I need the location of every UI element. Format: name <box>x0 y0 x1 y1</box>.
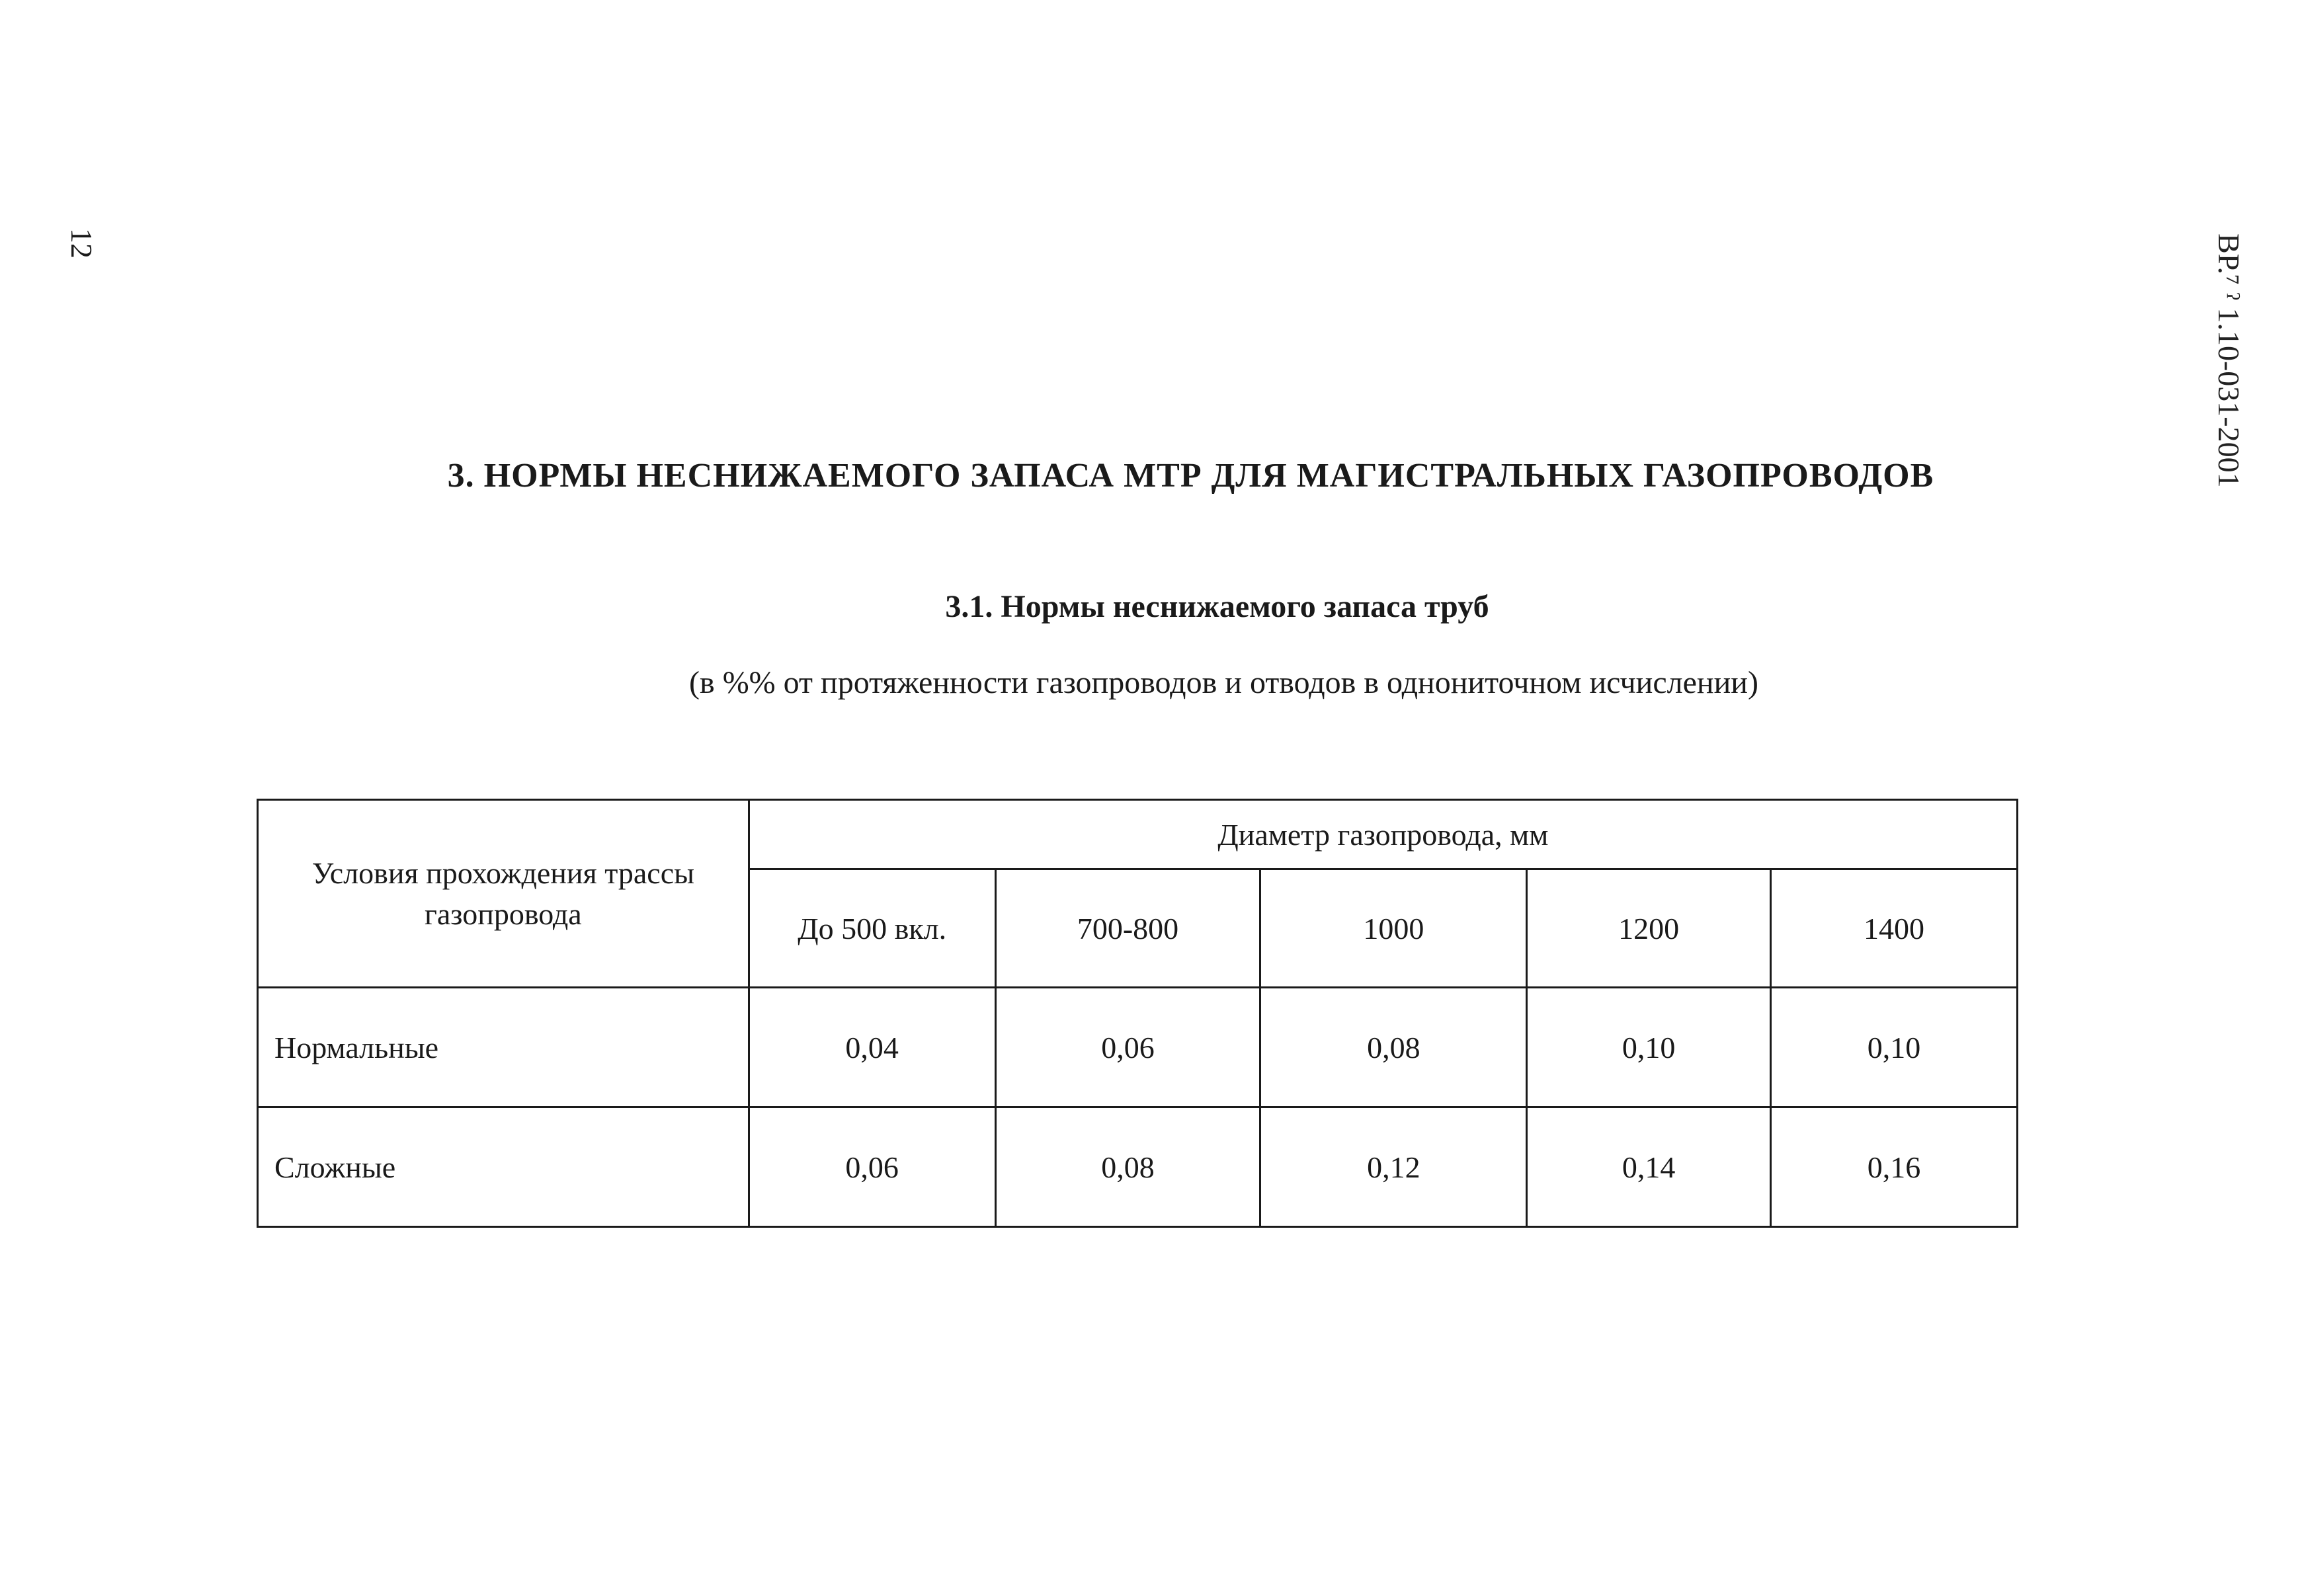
row-label: Нормальные <box>258 988 749 1107</box>
units-note: (в %% от протяженности газопроводов и отводов в однониточном исчислении) <box>689 665 1758 700</box>
table-cell: 0,08 <box>995 1107 1260 1227</box>
table-cell: 0,12 <box>1260 1107 1527 1227</box>
table-cell: 0,06 <box>749 1107 995 1227</box>
document-code: ВР.⁷ ˀ 1.10-031-2001 <box>2212 233 2246 488</box>
condition-header: Условия прохождения трассы газопровода <box>258 800 749 988</box>
table-row <box>258 1107 2018 1227</box>
diameter-header: Диаметр газопровода, мм <box>749 800 2017 869</box>
section-title: 3. НОРМЫ НЕСНИЖАЕМОГО ЗАПАСА МТР ДЛЯ МАГИСТРАЛЬНЫХ ГАЗОПРОВОДОВ <box>447 457 1934 495</box>
diameter-column-header: 1400 <box>1771 869 2018 988</box>
diameter-column-header: До 500 вкл. <box>749 869 995 988</box>
subsection-title: 3.1. Нормы неснижаемого запаса труб <box>945 589 1489 624</box>
table-cell: 0,06 <box>995 988 1260 1107</box>
table-cell: 0,14 <box>1527 1107 1771 1227</box>
diameter-column-header: 700-800 <box>995 869 1260 988</box>
row-label: Сложные <box>258 1107 749 1227</box>
norms-table <box>257 799 2018 1228</box>
table-cell: 0,16 <box>1771 1107 2018 1227</box>
table-cell: 0,10 <box>1527 988 1771 1107</box>
table-row <box>258 988 2018 1107</box>
page-number: 12 <box>65 228 99 259</box>
diameter-column-header: 1000 <box>1260 869 1527 988</box>
table-cell: 0,04 <box>749 988 995 1107</box>
table-cell: 0,08 <box>1260 988 1527 1107</box>
diameter-column-header: 1200 <box>1527 869 1771 988</box>
table-cell: 0,10 <box>1771 988 2018 1107</box>
table-header-row <box>258 800 2018 869</box>
